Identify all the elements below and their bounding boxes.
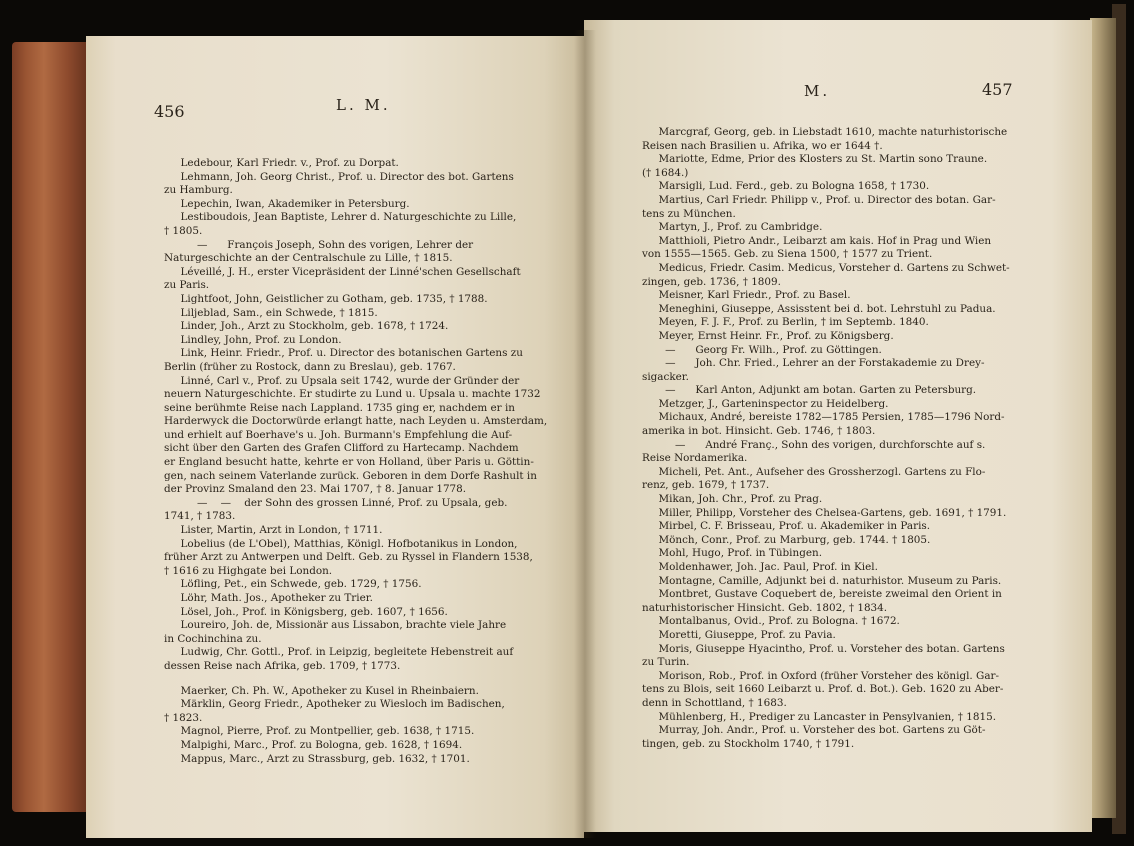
text-line: Reise Nordamerika.	[642, 452, 748, 465]
text-line: Marcgraf, Georg, geb. in Liebstadt 1610, machte naturhistorische	[642, 126, 1008, 138]
text-line: — Joh. Chr. Fried., Lehrer an der Forstakademie zu Drey-	[642, 357, 985, 370]
text-line: Lepechin, Iwan, Akademiker in Petersburg.	[164, 197, 410, 210]
text-line: Martius, Carl Friedr. Philipp v., Prof. u. Director des botan. Gar-	[642, 193, 996, 206]
text-line: († 1684.)	[642, 166, 689, 179]
text-line: Mohl, Hugo, Prof. in Tübingen.	[642, 547, 822, 560]
text-line: Lestiboudois, Jean Baptiste, Lehrer d. Naturgeschichte zu Lille,	[164, 211, 517, 224]
text-line: der Provinz Smaland den 23. Mai 1707, † 8. Januar 1778.	[164, 483, 467, 496]
text-line: — André Franç., Sohn des vorigen, durchforschte auf s.	[642, 438, 986, 451]
text-line: Meyen, F. J. F., Prof. zu Berlin, † im Septemb. 1840.	[642, 316, 929, 329]
text-line: † 1616 zu Highgate bei London.	[164, 564, 333, 577]
text-line: und erhielt auf Boerhave's u. Joh. Burmann's Empfehlung die Auf-	[164, 428, 513, 441]
text-line: — François Joseph, Sohn des vorigen, Lehrer der	[164, 238, 474, 251]
running-header-left: L. M.	[336, 96, 391, 114]
text-line: renz, geb. 1679, † 1737.	[642, 479, 770, 492]
text-line: Lindley, John, Prof. zu London.	[164, 333, 342, 346]
text-line: Mariotte, Edme, Prior des Klosters zu St. Martin sono Traune.	[642, 153, 988, 166]
text-line: † 1805.	[164, 224, 203, 237]
text-line: tens zu Blois, seit 1660 Leibarzt u. Prof. d. Bot.). Geb. 1620 zu Aber-	[642, 683, 1004, 696]
text-line: — Karl Anton, Adjunkt am botan. Garten zu Petersburg.	[642, 384, 977, 397]
text-line: seine berühmte Reise nach Lappland. 1735 ging er, nachdem er in	[164, 401, 515, 414]
text-line: Murray, Joh. Andr., Prof. u. Vorsteher des bot. Gartens zu Göt-	[642, 724, 986, 737]
page-edges-left	[12, 42, 92, 812]
text-line: Löhr, Math. Jos., Apotheker zu Trier.	[164, 592, 373, 604]
running-header-right: M.	[804, 82, 831, 100]
text-line: † 1823.	[164, 711, 203, 724]
text-line: dessen Reise nach Afrika, geb. 1709, † 1773.	[164, 659, 401, 672]
text-line: Lösel, Joh., Prof. in Königsberg, geb. 1607, † 1656.	[164, 605, 448, 618]
text-line: Martyn, J., Prof. zu Cambridge.	[642, 221, 823, 234]
text-line: amerika in bot. Hinsicht. Geb. 1746, † 1803.	[642, 425, 876, 438]
text-line: Linné, Carl v., Prof. zu Upsala seit 1742, wurde der Gründer der	[164, 374, 520, 387]
text-line: Moris, Giuseppe Hyacintho, Prof. u. Vorsteher des botan. Gartens	[642, 642, 1005, 655]
text-line: Naturgeschichte an der Centralschule zu Lille, † 1815.	[164, 252, 453, 265]
text-line: Meyer, Ernst Heinr. Fr., Prof. zu Königsberg.	[642, 329, 894, 342]
text-line	[164, 674, 544, 685]
text-line: er England besucht hatte, kehrte er von Holland, über Paris u. Göttin-	[164, 456, 534, 469]
text-line: Mönch, Conr., Prof. zu Marburg, geb. 1744. † 1805.	[642, 533, 931, 546]
text-line: Malpighi, Marc., Prof. zu Bologna, geb. 1628, † 1694.	[164, 738, 463, 751]
text-line: tens zu München.	[642, 207, 736, 220]
left-page-text	[164, 157, 548, 766]
text-line: Lightfoot, John, Geistlicher zu Gotham, geb. 1735, † 1788.	[164, 292, 488, 305]
text-line: Medicus, Friedr. Casim. Medicus, Vorsteher d. Gartens zu Schwet-	[642, 261, 1010, 274]
text-line: denn in Schottland, † 1683.	[642, 696, 787, 709]
text-line: zingen, geb. 1736, † 1809.	[642, 275, 781, 288]
book-gutter	[574, 30, 596, 838]
text-line: Ludwig, Chr. Gottl., Prof. in Leipzig, begleitete Hebenstreit auf	[164, 646, 514, 659]
text-line: tingen, geb. zu Stockholm 1740, † 1791.	[642, 737, 855, 750]
text-line: Ledebour, Karl Friedr. v., Prof. zu Dorpat.	[164, 157, 399, 169]
text-line: Montagne, Camille, Adjunkt bei d. naturhistor. Museum zu Paris.	[642, 574, 1002, 587]
text-line: Mühlenberg, H., Prediger zu Lancaster in Pensylvanien, † 1815.	[642, 710, 997, 723]
page-number-left: 456	[154, 102, 185, 121]
text-line: zu Hamburg.	[164, 184, 233, 197]
page-edges-right	[1090, 18, 1116, 818]
text-line: Miller, Philipp, Vorsteher des Chelsea-Gartens, geb. 1691, † 1791.	[642, 506, 1007, 519]
text-line: gen, nach seinem Vaterlande zurück. Geboren in dem Dorfe Rashult in	[164, 469, 537, 482]
text-line: — Georg Fr. Wilh., Prof. zu Göttingen.	[642, 343, 882, 356]
text-line: sigacker.	[642, 370, 689, 383]
text-line: Micheli, Pet. Ant., Aufseher des Grossherzogl. Gartens zu Flo-	[642, 465, 986, 478]
text-line: Metzger, J., Garteninspector zu Heidelberg.	[642, 397, 889, 410]
text-line: Meneghini, Giuseppe, Assisstent bei d. bot. Lehrstuhl zu Padua.	[642, 302, 996, 315]
text-line: Marsigli, Lud. Ferd., geb. zu Bologna 1658, † 1730.	[642, 180, 930, 193]
text-line: Lister, Martin, Arzt in London, † 1711.	[164, 524, 383, 537]
text-line: Loureiro, Joh. de, Missionär aus Lissabon, brachte viele Jahre	[164, 619, 507, 632]
text-line: Löfling, Pet., ein Schwede, geb. 1729, † 1756.	[164, 578, 422, 591]
text-line: Reisen nach Brasilien u. Afrika, wo er 1644 †.	[642, 139, 883, 152]
text-line: Meisner, Karl Friedr., Prof. zu Basel.	[642, 289, 851, 302]
text-line: Harderwyck die Doctorwürde erlangt hatte, nach Leyden u. Amsterdam,	[164, 415, 548, 428]
text-line: Lehmann, Joh. Georg Christ., Prof. u. Director des bot. Gartens	[164, 170, 514, 183]
text-line: Märklin, Georg Friedr., Apotheker zu Wiesloch im Badischen,	[164, 698, 505, 711]
text-line: zu Paris.	[164, 279, 210, 292]
text-line: von 1555—1565. Geb. zu Siena 1500, † 1577 zu Trient.	[642, 248, 933, 261]
text-line: Magnol, Pierre, Prof. zu Montpellier, geb. 1638, † 1715.	[164, 725, 475, 738]
text-line: Lobelius (de L'Obel), Matthias, Königl. Hofbotanikus in London,	[164, 537, 518, 550]
text-line: Berlin (früher zu Rostock, dann zu Breslau), geb. 1767.	[164, 360, 456, 373]
text-line: in Cochinchina zu.	[164, 632, 262, 645]
text-line: Moldenhawer, Joh. Jac. Paul, Prof. in Kiel.	[642, 561, 878, 573]
text-line: neuern Naturgeschichte. Er studirte zu Lund u. Upsala u. machte 1732	[164, 388, 541, 401]
text-line: Mappus, Marc., Arzt zu Strassburg, geb. 1632, † 1701.	[164, 752, 470, 765]
text-line: Mikan, Joh. Chr., Prof. zu Prag.	[642, 493, 823, 506]
text-line: Montalbanus, Ovid., Prof. zu Bologna. † 1672.	[642, 615, 900, 628]
text-line: 1741, † 1783.	[164, 510, 236, 523]
text-line: Maerker, Ch. Ph. W., Apotheker zu Kusel in Rheinbaiern.	[164, 684, 479, 697]
text-line: Michaux, André, bereiste 1782—1785 Persien, 1785—1796 Nord-	[642, 411, 1005, 424]
text-line: früher Arzt zu Antwerpen und Delft. Geb. zu Ryssel in Flandern 1538,	[164, 551, 533, 564]
page-number-right: 457	[982, 80, 1013, 99]
text-line: Mirbel, C. F. Brisseau, Prof. u. Akademiker in Paris.	[642, 520, 931, 533]
text-line: sicht über den Garten des Grafen Clifford zu Hartecamp. Nachdem	[164, 442, 519, 455]
text-line: Link, Heinr. Friedr., Prof. u. Director des botanischen Gartens zu	[164, 347, 523, 360]
right-page-text	[642, 126, 1008, 751]
text-line: — — der Sohn des grossen Linné, Prof. zu Upsala, geb.	[164, 496, 508, 509]
text-line: Léveillé, J. H., erster Vicepräsident der Linné'schen Gesellschaft	[164, 265, 521, 278]
text-line: Linder, Joh., Arzt zu Stockholm, geb. 1678, † 1724.	[164, 320, 449, 333]
right-page	[584, 20, 1092, 832]
text-line: Matthioli, Pietro Andr., Leibarzt am kais. Hof in Prag und Wien	[642, 234, 992, 247]
text-line: Moretti, Giuseppe, Prof. zu Pavia.	[642, 628, 836, 641]
text-line: zu Turin.	[642, 656, 690, 669]
left-page	[86, 36, 584, 838]
text-line: Morison, Rob., Prof. in Oxford (früher Vorsteher des königl. Gar-	[642, 669, 1000, 682]
text-line: Liljeblad, Sam., ein Schwede, † 1815.	[164, 306, 378, 319]
text-line: naturhistorischer Hinsicht. Geb. 1802, † 1834.	[642, 601, 888, 614]
text-line: Montbret, Gustave Coquebert de, bereiste zweimal den Orient in	[642, 588, 1002, 601]
